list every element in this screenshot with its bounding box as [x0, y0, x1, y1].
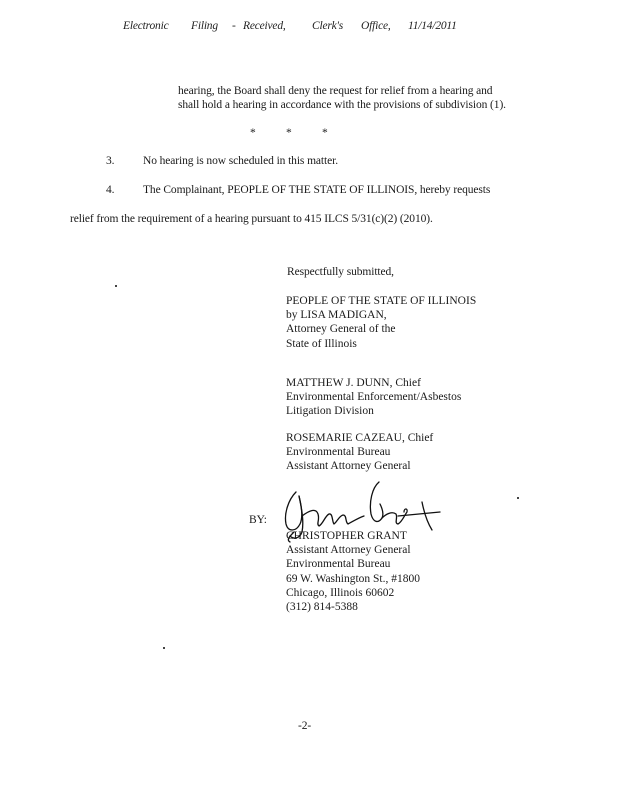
party-line-3: Attorney General of the — [286, 323, 396, 336]
para-4-number: 4. — [106, 184, 115, 196]
cazeau-line-3: Assistant Attorney General — [286, 460, 411, 473]
dunn-block — [286, 376, 461, 419]
header-electronic: Electronic — [123, 20, 169, 32]
cazeau-line-1: ROSEMARIE CAZEAU, Chief — [286, 432, 434, 444]
header-received: Received, — [243, 20, 286, 32]
cazeau-block — [286, 431, 433, 474]
quote-line-2: shall hold a hearing in accordance with the provisions of subdivision (1). — [178, 99, 506, 111]
asterisk-1: * — [250, 127, 256, 139]
party-line-4: State of Illinois — [286, 337, 357, 350]
scan-speck — [163, 647, 165, 649]
header-date: 11/14/2011 — [408, 20, 457, 32]
party-line-2: by LISA MADIGAN, — [286, 309, 387, 322]
para-4-text: The Complainant, PEOPLE OF THE STATE OF ILLINOIS, hereby requests — [143, 184, 491, 196]
header-office: Office, — [361, 20, 391, 32]
dunn-line-3: Litigation Division — [286, 405, 374, 418]
grant-line-3: Environmental Bureau — [286, 558, 391, 571]
scan-speck — [517, 497, 519, 499]
page-number: -2- — [298, 720, 312, 732]
party-line-1: PEOPLE OF THE STATE OF ILLINOIS — [286, 295, 477, 307]
asterisk-3: * — [322, 127, 328, 139]
para-3-number: 3. — [106, 155, 115, 167]
by-label: BY: — [249, 514, 267, 526]
cazeau-line-2: Environmental Bureau — [286, 446, 391, 459]
header-dash: - — [232, 20, 236, 32]
header-clerks: Clerk's — [312, 20, 344, 32]
grant-line-4: 69 W. Washington St., #1800 — [286, 572, 421, 585]
grant-block — [286, 529, 420, 614]
quote-line-1: hearing, the Board shall deny the request for relief from a hearing and — [178, 85, 493, 97]
grant-line-2: Assistant Attorney General — [286, 544, 411, 557]
grant-line-6: (312) 814-5388 — [286, 601, 358, 614]
para-4-continuation: relief from the requirement of a hearing pursuant to 415 ILCS 5/31(c)(2) (2010). — [70, 213, 433, 225]
closing: Respectfully submitted, — [287, 266, 394, 278]
dunn-line-1: MATTHEW J. DUNN, Chief — [286, 377, 421, 389]
header-filing: Filing — [191, 20, 218, 32]
para-3-text: No hearing is now scheduled in this matter. — [143, 155, 338, 167]
dunn-line-2: Environmental Enforcement/Asbestos — [286, 391, 462, 404]
scan-speck — [115, 285, 117, 287]
asterisk-2: * — [286, 127, 292, 139]
grant-line-5: Chicago, Illinois 60602 — [286, 586, 395, 599]
party-block — [286, 294, 476, 351]
grant-line-1: CHRISTOPHER GRANT — [286, 530, 407, 542]
